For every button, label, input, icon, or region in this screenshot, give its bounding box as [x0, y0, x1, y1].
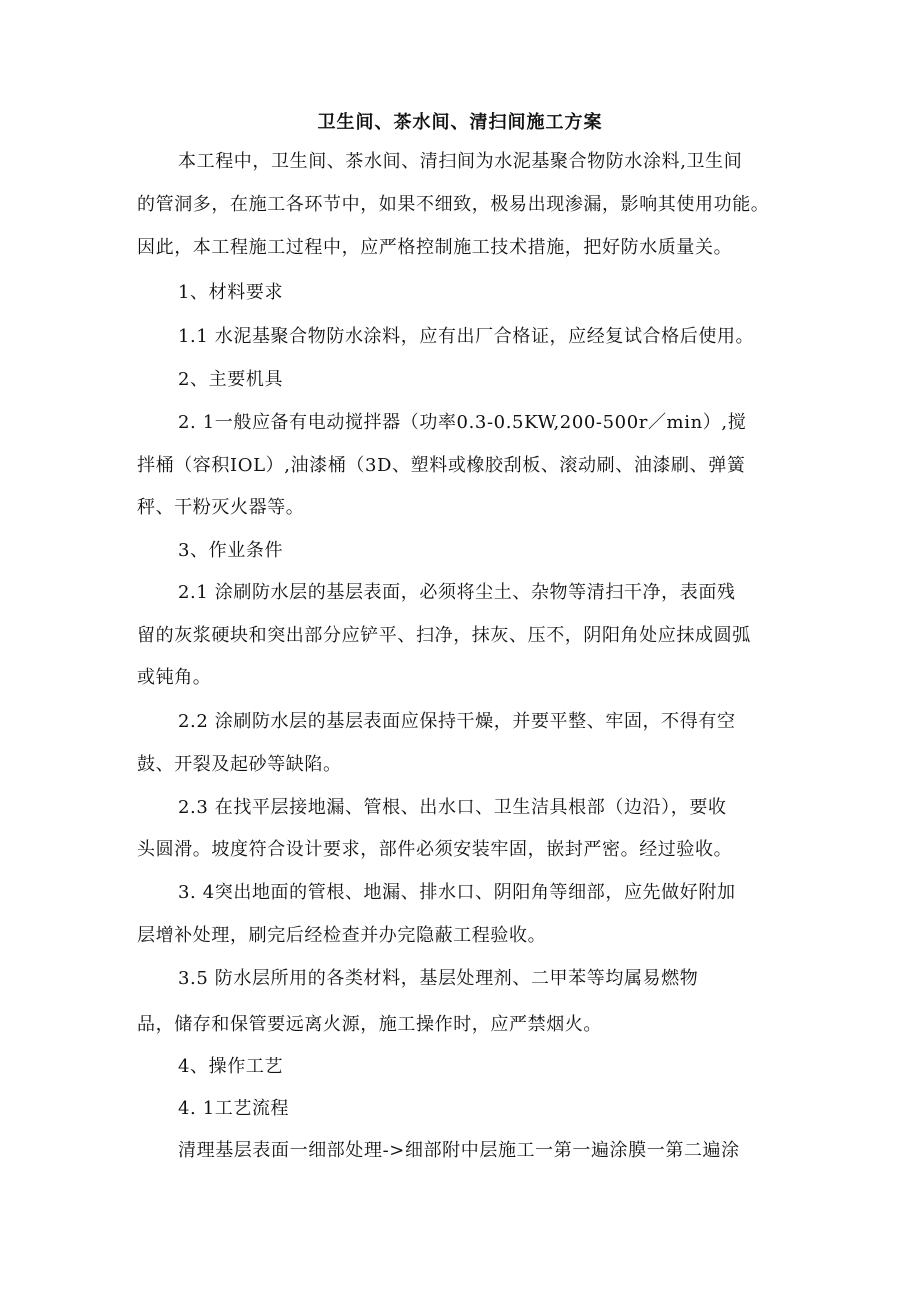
paragraph-line: 留的灰浆硬块和突出部分应铲平、扫净，抹灰、压不，阴阳角处应抹成圆弧: [137, 625, 751, 646]
paragraph-line: 层增补处理，刷完后经检查并办完隐蔽工程验收。: [137, 925, 547, 946]
section-heading: 2、主要机具: [178, 369, 284, 390]
paragraph-line: 品，储存和保管要远离火源，施工操作时，应严禁烟火。: [137, 1014, 602, 1035]
paragraph-line: 3. 4突出地面的管根、地漏、排水口、阴阳角等细部，应先做好附加: [178, 882, 736, 903]
paragraph-line: 2.1 涂刷防水层的基层表面，必须将尘土、杂物等清扫干净，表面残: [178, 582, 736, 603]
paragraph-line: 或钝角。: [137, 667, 212, 688]
section-heading: 4、操作工艺: [178, 1056, 284, 1077]
paragraph-line: 3.5 防水层所用的各类材料，基层处理剂、二甲苯等均属易燃物: [178, 968, 699, 989]
paragraph-line: 本工程中，卫生间、茶水间、清扫间为水泥基聚合物防水涂料,卫生间: [178, 151, 743, 172]
paragraph-line: 清理基层表面一细部处理->细部附中层施工一第一遍涂膜一第二遍涂: [178, 1140, 740, 1161]
section-heading: 3、作业条件: [178, 540, 284, 561]
paragraph-line: 头圆滑。坡度符合设计要求，部件必须安装牢固，嵌封严密。经过验收。: [137, 839, 733, 860]
paragraph-line: 1.1 水泥基聚合物防水涂料，应有出厂合格证，应经复试合格后使用。: [178, 326, 755, 347]
paragraph-line: 2. 1一般应备有电动搅拌器（功率0.3-0.5KW,200-500r／min）,搅: [178, 412, 747, 433]
paragraph-line: 鼓、开裂及起砂等缺陷。: [137, 754, 342, 775]
paragraph-line: 拌桶（容积IOL）,油漆桶（3D、塑料或橡胶刮板、滚动刷、油漆刷、弹簧: [137, 455, 746, 476]
paragraph-line: 因此，本工程施工过程中，应严格控制施工技术措施，把好防水质量关。: [137, 237, 733, 258]
paragraph-line: 秤、干粉灭火器等。: [137, 497, 305, 518]
page-title: 卫生间、茶水间、清扫间施工方案: [317, 112, 603, 133]
paragraph-line: 2.3 在找平层接地漏、管根、出水口、卫生洁具根部（边沿），要收: [178, 797, 727, 818]
subsection-heading: 4. 1工艺流程: [178, 1098, 290, 1119]
paragraph-line: 2.2 涂刷防水层的基层表面应保持干燥，并要平整、牢固，不得有空: [178, 711, 736, 732]
section-heading: 1、材料要求: [178, 282, 284, 303]
paragraph-line: 的管洞多，在施工各环节中，如果不细致，极易出现渗漏，影响其使用功能。: [137, 194, 770, 215]
